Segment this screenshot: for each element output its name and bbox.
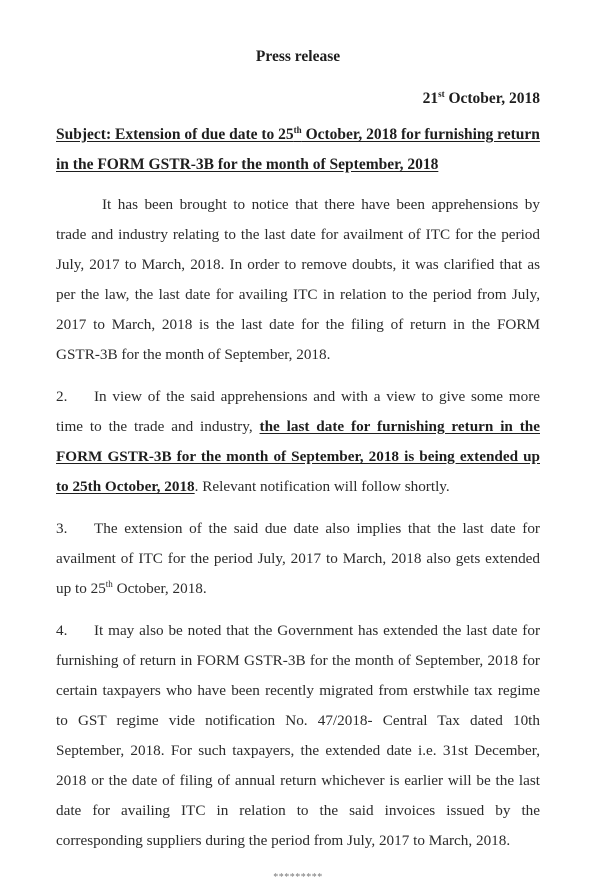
subject-part-1: Subject: Extension of due date to 25: [56, 126, 294, 143]
paragraph-number: 4.: [56, 622, 68, 639]
end-marker: *********: [273, 872, 323, 883]
paragraph-3: [56, 514, 540, 604]
paragraph-4: [56, 616, 540, 856]
press-release-page: [56, 0, 540, 896]
subject-suffix: th: [293, 125, 302, 135]
paragraph-number: 2.: [56, 388, 68, 405]
paragraph-2-highlight: the last date for furnishing return in the FORM GSTR-3B for the month of September, 2018 is being extended up to 25th October, 2018: [56, 418, 540, 495]
date-month-year: October, 2018: [444, 90, 540, 107]
subject-line: [56, 120, 540, 180]
paragraph-3-text-before: The extension of the said due date also implies that the last date for availment of ITC for the period July, 2017 to March, 2018 also gets extended up to 25: [56, 520, 540, 597]
subject-part-2: October, 2018 for furnishing return in the FORM GSTR-3B for the month of September, 2018: [56, 126, 540, 173]
paragraph-1: It has been brought to notice that there have been apprehensions by trade and industry relating to the last date for availment of ITC for the period July, 2017 to March, 2018. In order to remove doubts, it was clarified that as per the law, the last date for availing ITC in relation to the period from July, 2017 to March, 2018 is the last date for the filing of return in the FORM GSTR-3B for the month of September, 2018.: [56, 196, 540, 363]
paragraph-3-suffix: th: [105, 579, 113, 589]
release-date: [56, 88, 540, 110]
paragraph-2: [56, 382, 540, 502]
paragraph-3-text-after: October, 2018.: [112, 580, 207, 597]
paragraph-2-text-after: . Relevant notification will follow shortly.: [194, 478, 450, 495]
date-day-suffix: st: [438, 89, 445, 99]
document-title: Press release: [255, 48, 341, 65]
paragraph-4-text: It may also be noted that the Government has extended the last date for furnishing of return in FORM GSTR-3B for the month of September, 2018 for certain taxpayers who have been recently migrated from erstwhile tax regime to GST regime vide notification No. 47/2018- Central Tax dated 10th September, 2018. For such taxpayers, the extended date i.e. 31st December, 2018 or the date of filing of annual return whichever is earlier will be the last date for availing ITC in relation to the said invoices issued by the corresponding suppliers during the period from July, 2017 to March, 2018.: [56, 622, 540, 849]
date-day: 21: [422, 90, 439, 107]
paragraph-2-text-before: In view of the said apprehensions and with a view to give some more time to the trade and industry,: [56, 388, 540, 435]
paragraph-number: 3.: [56, 520, 68, 537]
